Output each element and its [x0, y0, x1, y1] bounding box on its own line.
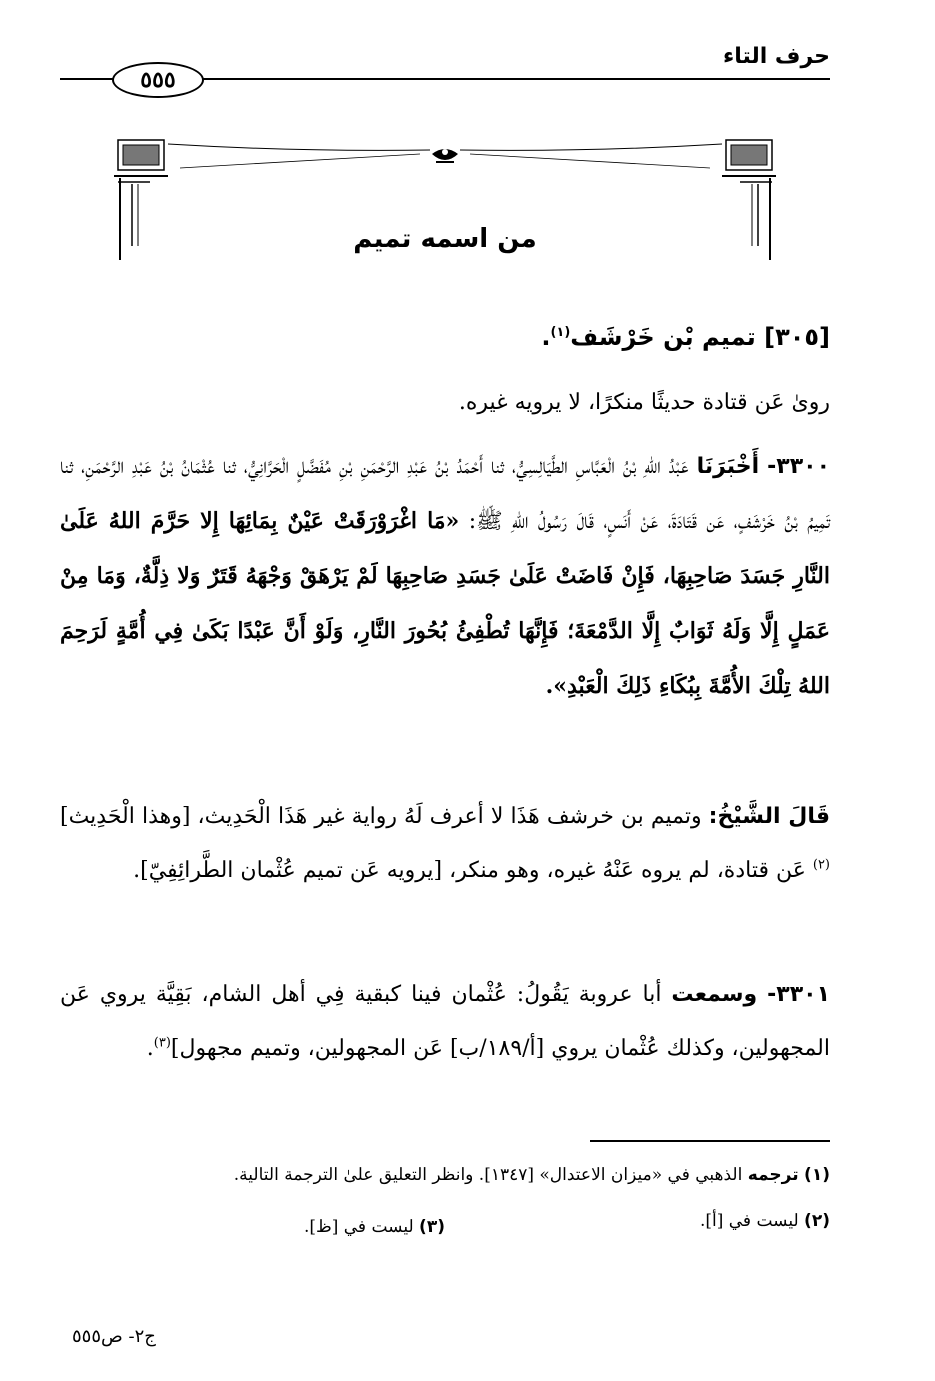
- footnote-text: الذهبي في «ميزان الاعتدال» [١٣٤٧]. وانظر التعليق علىٰ الترجمة التالية.: [233, 1165, 743, 1185]
- chapter-title: من اسمه تميم: [353, 224, 537, 254]
- footnote-rule: [590, 1140, 830, 1142]
- hadith-number: ٣٣٠٠-: [767, 454, 830, 479]
- shaykh-label: قَالَ الشَّيْخُ:: [708, 804, 830, 829]
- footnote-number: (١): [804, 1165, 830, 1185]
- entry-summary: روىٰ عَن قتادة حديثًا منكرًا، لا يرويه غيره.: [458, 390, 830, 415]
- hadith-isnad: عَبْدُ اللهِ بْنُ الْعَبَّاسِ الطَّيَالِسِيُّ، ثنا أَحْمَدُ بْنُ عَبْدِ الرَّحْمَنِ بْنِ مُفَضَّلٍ الْحَرَّانِيُّ، ثنا عُثْمَانُ بْنُ عَبْدِ الرَّحْمَنِ، ثنا تَمِيمُ بْنُ خَرْشَفٍ، عَن قَتَادَةَ، عَنْ أَنَسٍ، قَالَ رَسُولُ اللهِ ﷺ:: [60, 454, 830, 534]
- shaykh-text-a: وتميم بن خرشف هَذَا لا أعرف لَهُ رواية غير هَذَا الْحَدِيث، [وهذا الْحَدِيث]: [60, 804, 702, 829]
- hadith-intro: أَخْبَرَنَا: [696, 454, 760, 479]
- entry-name: تميم بْن خَرْشَف: [570, 323, 756, 351]
- hadith-matn: «مَا اغْرَوْرَقَتْ عَيْنٌ بِمَائِهَا إِلا حَرَّمَ اللهُ عَلَىٰ النَّارِ جَسَدَ صَاحِبِهَا، فَإِنْ فَاضَتْ عَلَىٰ جَسَدِ صَاحِبِهَا لَمْ يَرْهَقْ وَجْهَهُ قَتَرٌ وَلا ذِلَّةٌ، وَمَا مِنْ عَمَلٍ إِلَّا وَلَهُ ثَوَابٌ إِلَّا الدَّمْعَةَ؛ فَإِنَّهَا تُطْفِئُ بُحُورَ النَّارِ، وَلَوْ أَنَّ عَبْدًا بَكَىٰ فِي أُمَّةٍ لَرَحِمَ اللهُ تِلْكَ الأُمَّةَ بِبُكَاءِ ذَلِكَ الْعَبْدِ».: [60, 508, 830, 699]
- hadith-intro: وسمعت: [671, 982, 758, 1007]
- hadith-3301: [60, 968, 830, 1076]
- chapter-frame: [110, 132, 780, 260]
- hadith-text: أبا عروبة يَقُولُ: عُثْمان فينا كبقية فِي أهل الشام، بَقِيَّة يروي عَن المجهولين، وكذلك عُثْمان يروي [أ/١٨٩/ب] عَن المجهولين، وتميم مجهول]: [60, 982, 830, 1061]
- footnote-text: ليست في [أ].: [699, 1211, 799, 1231]
- hadith-number: ٣٣٠١-: [767, 982, 830, 1007]
- footnote-1: [234, 1162, 830, 1188]
- footnote-ref-2: (٢): [812, 857, 830, 873]
- entry-number: [٣٠٥]: [764, 323, 830, 351]
- page-number: ٥٥٥: [112, 62, 204, 98]
- footnote-bold: ترجمه: [747, 1165, 799, 1185]
- footnote-ref-1: (١): [550, 325, 571, 340]
- footnote-text: ليست في [ظ].: [303, 1217, 414, 1237]
- footnote-number: (٢): [804, 1211, 830, 1231]
- footnote-3: [304, 1214, 445, 1240]
- hadith-end: .: [146, 1036, 154, 1061]
- shaykh-text-b: عَن قتادة، لم يروه عَنْهُ غيره، وهو منكر، [يرويه عَن تميم عُثْمان الطَّرائِفِيّ].: [133, 858, 806, 883]
- footnote-2: [700, 1208, 830, 1234]
- page-reference: ج٢- ص٥٥٥: [72, 1326, 156, 1347]
- footnote-number: (٣): [419, 1217, 445, 1237]
- shaykh-comment: [60, 790, 830, 898]
- running-head: حرف التاء: [722, 44, 830, 69]
- entry-heading: [٣٠٥] تميم بْن خَرْشَف$^{(١)}$.: [541, 323, 830, 351]
- footnote-ref-3: (٣): [153, 1035, 171, 1051]
- hadith-3300: [60, 440, 830, 714]
